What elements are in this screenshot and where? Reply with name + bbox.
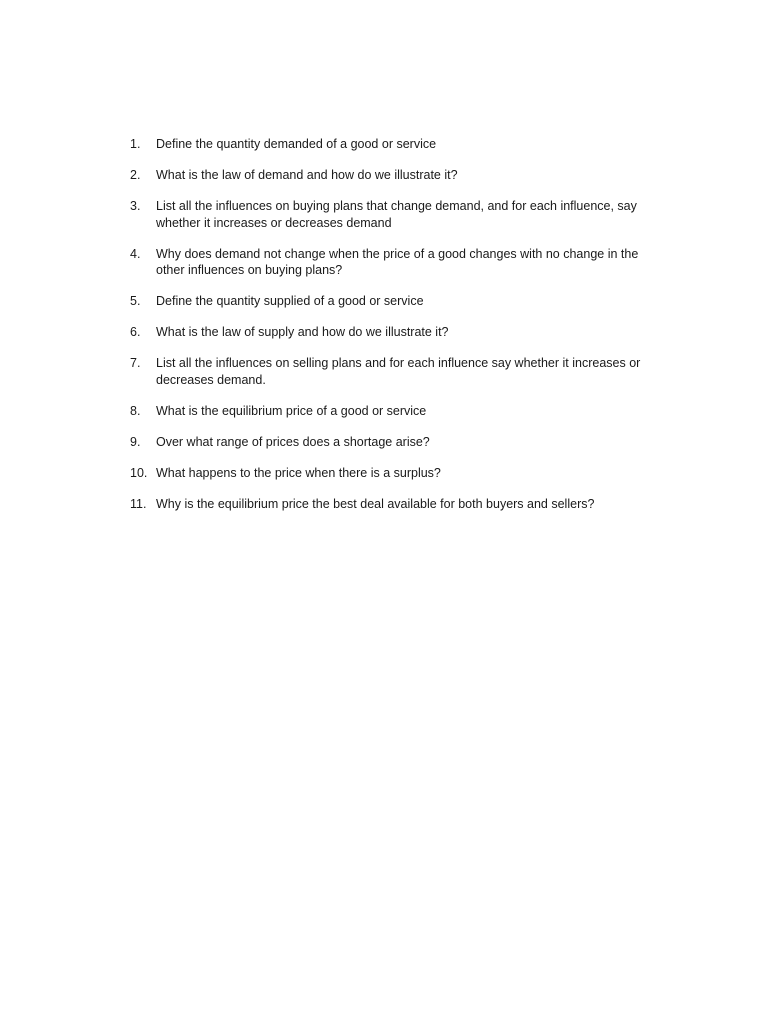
question-item	[130, 246, 670, 279]
question-item	[130, 167, 670, 184]
question-number: 1.	[130, 137, 141, 151]
question-item	[130, 403, 670, 420]
question-number: 4.	[130, 246, 141, 261]
question-number: 10.	[130, 465, 148, 480]
question-item	[130, 355, 670, 388]
question-number: 3.	[130, 199, 141, 213]
question-text: Over what range of prices does a shortage arise?	[156, 434, 430, 449]
question-text: List all the influences on buying plans that change demand, and for each influence, say whether it increases or decreases demand	[156, 199, 637, 230]
question-number: 11.	[130, 496, 147, 511]
question-number: 5.	[130, 294, 141, 308]
question-item	[130, 324, 670, 341]
question-number: 6.	[130, 325, 141, 339]
question-number: 2.	[130, 168, 141, 182]
question-list	[130, 136, 670, 527]
question-item	[130, 293, 670, 310]
question-text: What happens to the price when there is a surplus?	[156, 465, 441, 480]
question-text: Why does demand not change when the price of a good changes with no change in the other influences on buying plans?	[156, 246, 639, 277]
question-item	[130, 496, 670, 513]
question-text: What is the law of supply and how do we illustrate it?	[156, 325, 449, 339]
question-item	[130, 136, 670, 153]
question-item	[130, 434, 670, 451]
question-number: 8.	[130, 403, 141, 418]
question-number: 9.	[130, 434, 141, 449]
question-text: Why is the equilibrium price the best deal available for both buyers and sellers?	[156, 496, 595, 511]
question-text: What is the equilibrium price of a good or service	[156, 403, 427, 418]
question-text: What is the law of demand and how do we illustrate it?	[156, 168, 458, 182]
question-text: Define the quantity supplied of a good or service	[156, 294, 424, 308]
question-text: List all the influences on selling plans and for each influence say whether it increases or decreases demand.	[156, 356, 641, 387]
question-item	[130, 465, 670, 482]
question-text: Define the quantity demanded of a good or service	[156, 137, 437, 151]
question-number: 7.	[130, 356, 141, 370]
question-item	[130, 198, 670, 231]
